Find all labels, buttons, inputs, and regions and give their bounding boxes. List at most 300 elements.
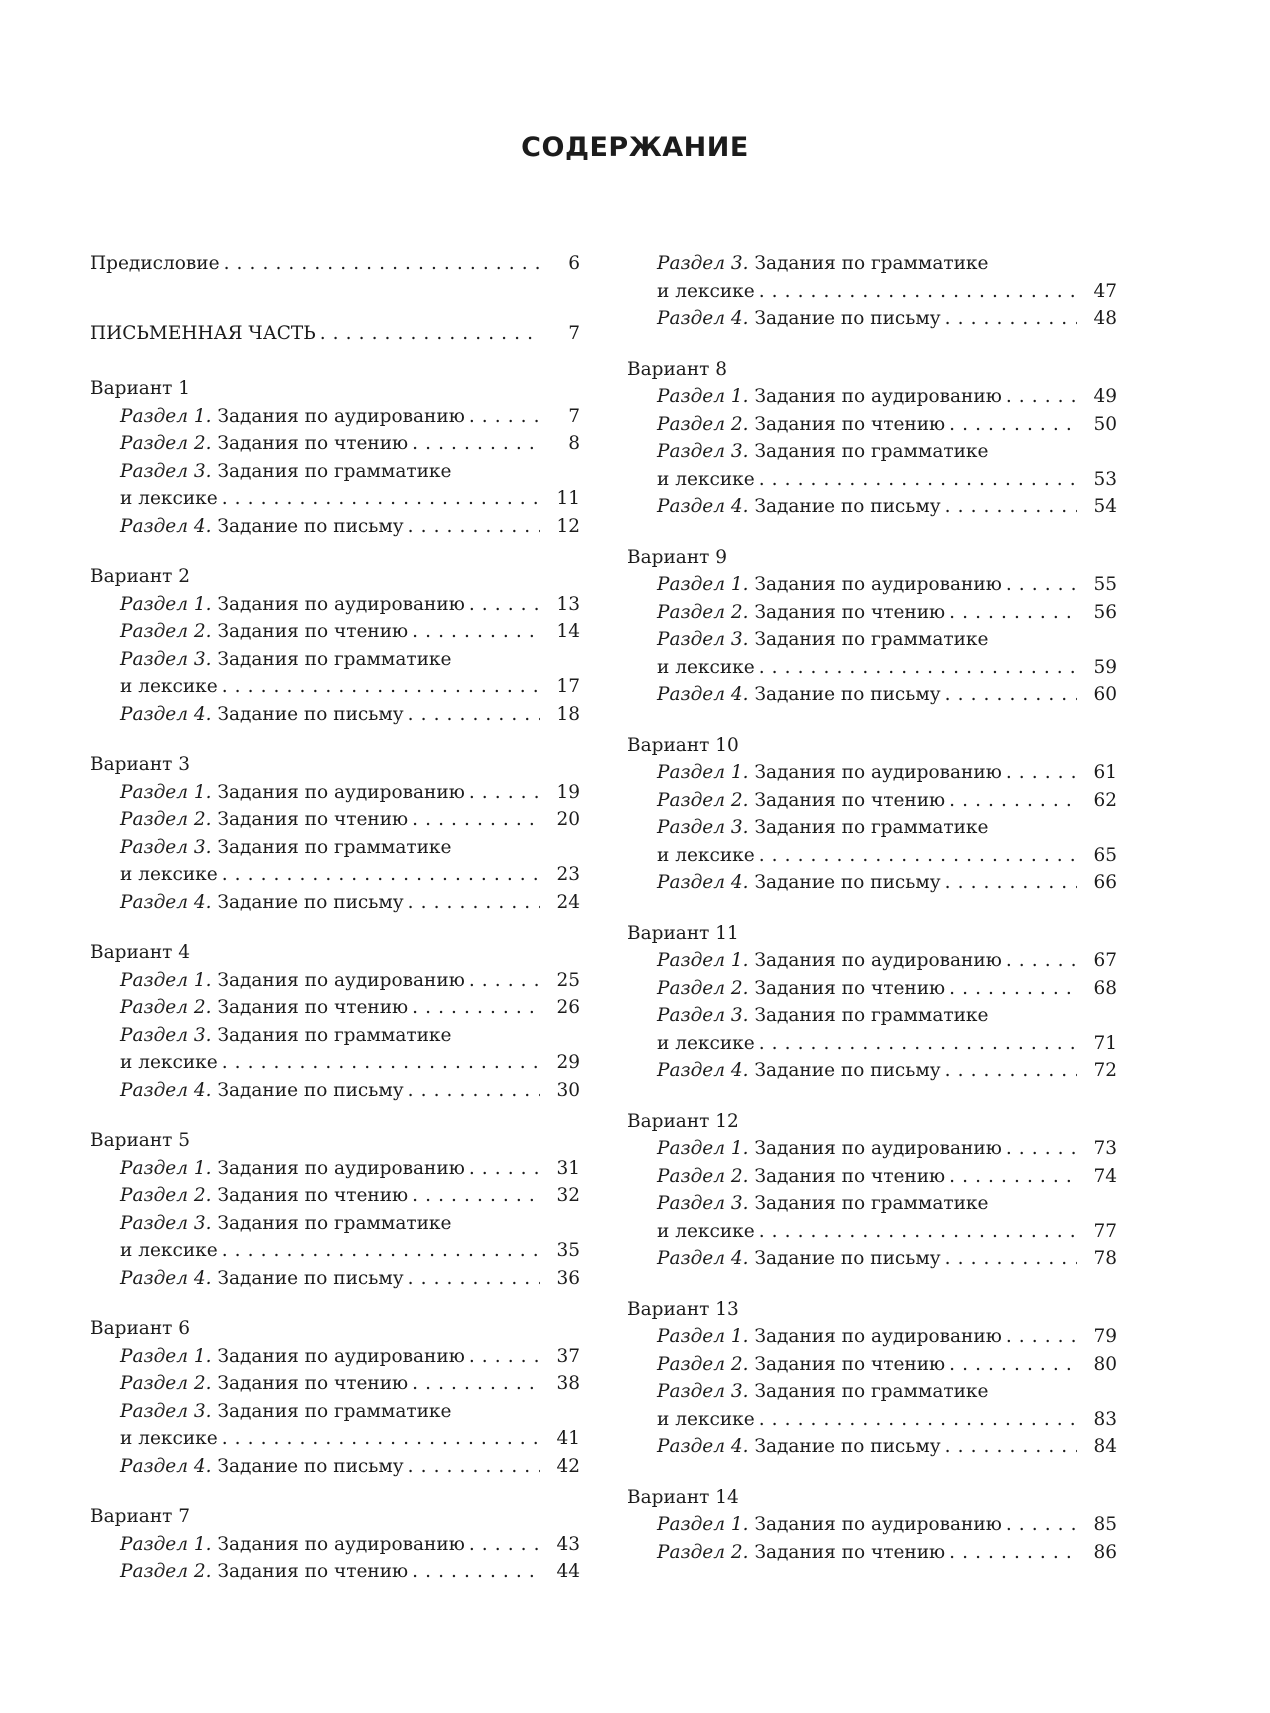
section-word: Раздел 1. (120, 593, 212, 615)
toc-page-number: 54 (1093, 496, 1117, 517)
toc-entry-section-1[interactable] (627, 1511, 1117, 1539)
toc-entry-section-1[interactable] (90, 779, 580, 807)
toc-entry-section-3[interactable] (627, 1030, 1117, 1058)
page-title: СОДЕРЖАНИЕ (521, 132, 749, 163)
toc-entry-label: Раздел 2. Задания по чтению (657, 789, 946, 811)
toc-entry-section-4[interactable] (627, 1433, 1117, 1461)
toc-entry-label: Раздел 1. Задания по аудированию (120, 1533, 465, 1555)
toc-entry-label: Раздел 4. Задание по письму (657, 496, 941, 517)
toc-entry-written-part[interactable] (90, 320, 580, 348)
toc-entry-section-1[interactable] (90, 967, 580, 995)
toc-page-number: 53 (1093, 468, 1117, 490)
toc-page-number: 7 (568, 322, 580, 344)
toc-entry-section-2[interactable] (90, 1370, 580, 1398)
toc-entry-section-4[interactable] (627, 1057, 1117, 1085)
toc-page-number: 86 (1093, 1541, 1117, 1563)
toc-entry-section-2[interactable] (90, 806, 580, 834)
section-word: Раздел 3. (120, 1024, 212, 1046)
toc-page-number: 31 (556, 1157, 580, 1179)
toc-entry-section-1[interactable] (90, 1343, 580, 1371)
dot-leader (412, 806, 540, 834)
section-word: Раздел 3. (120, 1400, 212, 1422)
section-word: Раздел 1. (657, 762, 749, 783)
toc-column-left (90, 250, 580, 1586)
toc-page-number: 79 (1093, 1326, 1117, 1347)
toc-entry-label: Раздел 2. Задания по чтению (120, 1561, 409, 1582)
dot-leader (408, 1265, 540, 1293)
toc-entry-label: и лексике (657, 1032, 755, 1054)
toc-column-right (627, 250, 1117, 1566)
section-word: Раздел 3. (657, 817, 749, 838)
section-word: Раздел 4. (120, 703, 212, 725)
toc-entry-label: Раздел 2. Задания по чтению (657, 601, 946, 623)
toc-page-number: 23 (556, 864, 580, 885)
toc-entry-section-4[interactable] (90, 701, 580, 729)
dot-leader (1006, 1511, 1077, 1539)
section-word: Раздел 1. (657, 1514, 749, 1535)
dot-leader (469, 967, 540, 995)
toc-entry-section-1[interactable] (627, 1135, 1117, 1163)
toc-variant-9 (627, 521, 1117, 709)
toc-entry-label: Раздел 4. Задание по письму (120, 1079, 404, 1101)
dot-leader (408, 1077, 540, 1105)
toc-variant-heading[interactable]: Вариант 1 (90, 378, 191, 399)
toc-entry-section-1[interactable] (90, 591, 580, 619)
dot-leader (1006, 1135, 1077, 1163)
toc-entry-section-4[interactable] (90, 1265, 580, 1293)
section-word: Раздел 3. (657, 1005, 749, 1026)
toc-page-number: 78 (1093, 1248, 1117, 1269)
dot-leader (408, 513, 540, 541)
toc-entry-section-4[interactable] (90, 1453, 580, 1481)
toc-page-number: 84 (1093, 1436, 1117, 1457)
toc-page-number: 48 (1093, 308, 1117, 329)
toc-entry-section-3[interactable] (90, 1237, 580, 1265)
toc-entry-label: Раздел 2. Задания по чтению (657, 977, 946, 999)
toc-entry-section-3-line1[interactable]: Раздел 3. Задания по грамматике (120, 836, 452, 858)
toc-entry-section-3-line1[interactable]: Раздел 3. Задания по грамматике (120, 648, 452, 670)
toc-variant-heading[interactable]: Вариант 10 (627, 734, 739, 756)
section-word: Раздел 1. (120, 1345, 212, 1367)
toc-entry-label: Раздел 4. Задание по письму (657, 1436, 941, 1457)
toc-entry-label: Раздел 4. Задание по письму (120, 891, 404, 913)
dot-leader (759, 278, 1077, 306)
toc-entry-label: Раздел 4. Задание по письму (657, 1060, 941, 1081)
toc-entry-section-3-line1[interactable]: Раздел 3. Задания по грамматике (657, 1193, 989, 1214)
dot-leader (469, 779, 540, 807)
dot-leader (949, 411, 1077, 439)
toc-entry-section-2[interactable] (627, 1539, 1117, 1567)
toc-variant-1 (90, 347, 580, 540)
toc-entry-label: и лексике (657, 1220, 755, 1242)
toc-entry-label: и лексике (120, 864, 218, 885)
toc-page-number: 43 (556, 1533, 580, 1555)
toc-variant-heading[interactable]: Вариант 3 (90, 754, 191, 775)
dot-leader (222, 673, 540, 701)
toc-entry-label: и лексике (657, 280, 755, 302)
spacer (90, 347, 580, 375)
toc-entry-section-3[interactable] (627, 842, 1117, 870)
toc-variant-heading[interactable]: Вариант 13 (627, 1298, 739, 1320)
section-word: Раздел 4. (657, 872, 749, 893)
spacer (90, 1104, 580, 1127)
dot-leader (759, 842, 1077, 870)
toc-entry-section-3[interactable] (627, 1406, 1117, 1434)
toc-page-number: 38 (556, 1373, 580, 1394)
dot-leader (945, 1057, 1077, 1085)
toc-page-number: 71 (1093, 1032, 1117, 1054)
dot-leader (469, 1155, 540, 1183)
toc-entry-section-1[interactable] (90, 1531, 580, 1559)
dot-leader (320, 320, 540, 348)
dot-leader (949, 599, 1077, 627)
toc-entry-section-2[interactable] (90, 994, 580, 1022)
toc-page-number: 19 (556, 781, 580, 803)
dot-leader (408, 701, 540, 729)
toc-entry-section-3-line1[interactable]: Раздел 3. Задания по грамматике (657, 1005, 989, 1026)
section-word: Раздел 3. (120, 1212, 212, 1234)
section-word: Раздел 4. (657, 496, 749, 517)
section-word: Раздел 2. (657, 413, 749, 435)
toc-entry-section-1[interactable] (90, 1155, 580, 1183)
toc-variant-7-continued (627, 250, 1117, 333)
section-word: Раздел 2. (657, 1541, 749, 1563)
toc-variant-2 (90, 540, 580, 728)
toc-entry-label: Раздел 2. Задания по чтению (120, 621, 409, 642)
toc-entry-section-3[interactable] (90, 1425, 580, 1453)
toc-variant-heading[interactable]: Вариант 8 (627, 358, 728, 380)
toc-entry-label: Раздел 1. Задания по аудированию (657, 1326, 1002, 1347)
toc-page-number: 72 (1093, 1060, 1117, 1081)
toc-entry-section-2[interactable] (627, 411, 1117, 439)
toc-page-number: 83 (1093, 1408, 1117, 1430)
dot-leader (945, 305, 1077, 333)
toc-entry-section-3[interactable] (90, 485, 580, 513)
toc-page-number: 41 (556, 1428, 580, 1449)
toc-entry-section-4[interactable] (627, 493, 1117, 521)
toc-entry-section-3[interactable] (90, 673, 580, 701)
section-word: Раздел 3. (120, 836, 212, 858)
toc-page-number: 67 (1093, 950, 1117, 971)
dot-leader (759, 654, 1077, 682)
dot-leader (1006, 571, 1077, 599)
section-word: Раздел 2. (657, 789, 749, 811)
dot-leader (222, 861, 540, 889)
toc-variant-heading[interactable]: Вариант 7 (90, 1506, 191, 1527)
toc-page-number: 61 (1093, 762, 1117, 783)
toc-page-number: 17 (556, 676, 580, 697)
toc-entry-label: Раздел 2. Задания по чтению (120, 433, 409, 454)
toc-entry-section-4[interactable] (90, 1077, 580, 1105)
toc-entry-label: Раздел 2. Задания по чтению (120, 1373, 409, 1394)
toc-entry-label: Раздел 1. Задания по аудированию (120, 405, 465, 427)
toc-page-number: 56 (1093, 601, 1117, 623)
dot-leader (949, 1163, 1077, 1191)
spacer (627, 1461, 1117, 1484)
toc-entry-section-1[interactable] (627, 1323, 1117, 1351)
toc-entry-label: и лексике (657, 656, 755, 678)
toc-variant-5 (90, 1104, 580, 1292)
toc-page-number: 6 (568, 253, 580, 274)
toc-page-number: 68 (1093, 977, 1117, 999)
dot-leader (759, 1406, 1077, 1434)
dot-leader (1006, 759, 1077, 787)
toc-variant-heading[interactable]: Вариант 4 (90, 942, 191, 963)
toc-entry-label: Раздел 1. Задания по аудированию (657, 574, 1002, 595)
section-word: Раздел 3. (657, 441, 749, 462)
dot-leader (1006, 947, 1077, 975)
toc-entry-section-3[interactable] (90, 861, 580, 889)
toc-variant-11 (627, 897, 1117, 1085)
spacer (90, 728, 580, 751)
toc-page-number: 73 (1093, 1138, 1117, 1159)
spacer (627, 1273, 1117, 1296)
spacer (90, 1480, 580, 1503)
toc-variant-heading[interactable]: Вариант 11 (627, 922, 739, 944)
section-word: Раздел 2. (120, 809, 212, 830)
dot-leader (412, 430, 540, 458)
toc-entry-label: Раздел 2. Задания по чтению (120, 1185, 409, 1206)
toc-entry-section-3[interactable] (627, 1218, 1117, 1246)
section-word: Раздел 4. (657, 1436, 749, 1457)
section-word: Раздел 1. (120, 405, 212, 427)
toc-entry-label: Раздел 1. Задания по аудированию (657, 386, 1002, 407)
toc-entry-section-3-line1[interactable]: Раздел 3. Задания по грамматике (657, 441, 989, 462)
toc-entry-section-2[interactable] (90, 1558, 580, 1586)
dot-leader (759, 1218, 1077, 1246)
section-word: Раздел 4. (120, 1455, 212, 1477)
toc-page-number: 24 (556, 891, 580, 913)
toc-entry-label: и лексике (120, 676, 218, 697)
toc-variant-7 (90, 1480, 580, 1586)
dot-leader (222, 485, 540, 513)
toc-entry-section-4[interactable] (627, 1245, 1117, 1273)
toc-variant-10 (627, 709, 1117, 897)
section-word: Раздел 3. (120, 648, 212, 670)
toc-page-number: 85 (1093, 1514, 1117, 1535)
toc-entry-section-2[interactable] (627, 787, 1117, 815)
dot-leader (222, 1237, 540, 1265)
section-word: Раздел 4. (657, 308, 749, 329)
toc-entry-label: Раздел 1. Задания по аудированию (657, 1514, 1002, 1535)
spacer (627, 709, 1117, 732)
toc-page-number: 62 (1093, 789, 1117, 811)
toc-entry-section-3-line1[interactable]: Раздел 3. Задания по грамматике (120, 1024, 452, 1046)
toc-entry-section-2[interactable] (627, 975, 1117, 1003)
toc-entry-label: Раздел 1. Задания по аудированию (120, 1157, 465, 1179)
section-word: Раздел 2. (657, 1165, 749, 1187)
toc-entry-section-1[interactable] (627, 947, 1117, 975)
toc-entry-section-4[interactable] (627, 305, 1117, 333)
toc-variant-heading[interactable]: Вариант 5 (90, 1130, 191, 1151)
toc-entry-label: и лексике (657, 1408, 755, 1430)
dot-leader (408, 1453, 540, 1481)
toc-page-number: 74 (1093, 1165, 1117, 1187)
dot-leader (949, 1351, 1077, 1379)
toc-entry-section-1[interactable] (627, 383, 1117, 411)
toc-page-number: 80 (1093, 1353, 1117, 1375)
toc-entry-label: Раздел 4. Задание по письму (120, 703, 404, 725)
toc-entry-section-3-line1[interactable]: Раздел 3. Задания по грамматике (657, 817, 989, 838)
toc-entry-label: Раздел 4. Задание по письму (657, 1248, 941, 1269)
toc-page-number: 8 (568, 433, 580, 454)
toc-entry-label: и лексике (657, 468, 755, 490)
dot-leader (469, 591, 540, 619)
toc-variant-heading[interactable]: Вариант 14 (627, 1486, 739, 1508)
toc-entry-label: и лексике (120, 1428, 218, 1449)
section-word: Раздел 4. (657, 1248, 749, 1269)
toc-entry-section-2[interactable] (627, 599, 1117, 627)
spacer (90, 1292, 580, 1315)
toc-entry-section-3[interactable] (90, 1049, 580, 1077)
toc-variant-8 (627, 333, 1117, 521)
toc-entry-label: Раздел 2. Задания по чтению (657, 1541, 946, 1563)
toc-entry-label: Раздел 1. Задания по аудированию (120, 969, 465, 991)
dot-leader (945, 1245, 1077, 1273)
toc-entry-label: Раздел 2. Задания по чтению (120, 997, 409, 1018)
dot-leader (945, 493, 1077, 521)
toc-entry-label: Раздел 2. Задания по чтению (657, 413, 946, 435)
toc-entry-section-2[interactable] (90, 430, 580, 458)
toc-page-number: 65 (1093, 844, 1117, 866)
dot-leader (224, 250, 540, 278)
dot-leader (945, 869, 1077, 897)
toc-entry-section-2[interactable] (90, 618, 580, 646)
toc-entry-section-4[interactable] (627, 681, 1117, 709)
section-word: Раздел 3. (657, 629, 749, 650)
section-word: Раздел 1. (120, 969, 212, 991)
toc-entry-label: Раздел 2. Задания по чтению (120, 809, 409, 830)
toc-page-number: 44 (556, 1561, 580, 1582)
toc-entry-section-3[interactable] (627, 466, 1117, 494)
section-word: Раздел 2. (657, 1353, 749, 1375)
dot-leader (949, 1539, 1077, 1567)
dot-leader (412, 1182, 540, 1210)
toc-variant-heading[interactable]: Вариант 6 (90, 1318, 191, 1339)
section-word: Раздел 1. (120, 1157, 212, 1179)
dot-leader (949, 975, 1077, 1003)
spacer (627, 1085, 1117, 1108)
toc-page-number: 35 (556, 1240, 580, 1261)
toc-entry-section-3[interactable] (627, 278, 1117, 306)
dot-leader (949, 787, 1077, 815)
spacer (627, 333, 1117, 356)
dot-leader (759, 1030, 1077, 1058)
toc-entry-section-4[interactable] (627, 869, 1117, 897)
toc-entry-label: Раздел 4. Задание по письму (120, 1455, 404, 1477)
toc-entry-label: Раздел 4. Задание по письму (657, 684, 941, 705)
toc-entry-preface[interactable] (90, 250, 580, 278)
section-word: Раздел 3. (657, 253, 749, 274)
toc-entry-label: и лексике (120, 488, 218, 509)
toc-entry-section-1[interactable] (627, 571, 1117, 599)
toc-entry-section-3-line1[interactable]: Раздел 3. Задания по грамматике (657, 1381, 989, 1402)
section-word: Раздел 3. (657, 1381, 749, 1402)
dot-leader (412, 994, 540, 1022)
dot-leader (759, 466, 1077, 494)
section-word: Раздел 1. (657, 1326, 749, 1347)
toc-variant-14 (627, 1461, 1117, 1567)
dot-leader (469, 1343, 540, 1371)
toc-entry-section-3-line1[interactable]: Раздел 3. Задания по грамматике (657, 253, 989, 274)
toc-page-number: 77 (1093, 1220, 1117, 1242)
toc-entry-section-4[interactable] (90, 513, 580, 541)
toc-page-number: 50 (1093, 413, 1117, 435)
toc-entry-section-2[interactable] (627, 1351, 1117, 1379)
toc-entry-label: Раздел 4. Задание по письму (657, 872, 941, 893)
toc-entry-section-2[interactable] (90, 1182, 580, 1210)
toc-page-number: 11 (556, 488, 580, 509)
toc-variant-3 (90, 728, 580, 916)
section-word: Раздел 4. (120, 1267, 212, 1289)
dot-leader (945, 1433, 1077, 1461)
dot-leader (412, 618, 540, 646)
dot-leader (945, 681, 1077, 709)
toc-entry-section-1[interactable] (90, 403, 580, 431)
section-word: Раздел 1. (120, 1533, 212, 1555)
toc-page-number: 13 (556, 593, 580, 615)
toc-page-number: 7 (568, 405, 580, 427)
toc-variant-heading[interactable]: Вариант 2 (90, 566, 191, 587)
toc-entry-section-3[interactable] (627, 654, 1117, 682)
dot-leader (222, 1425, 540, 1453)
toc-page-number: 36 (556, 1267, 580, 1289)
toc-page-number: 47 (1093, 280, 1117, 302)
toc-variant-13 (627, 1273, 1117, 1461)
section-word: Раздел 4. (120, 1079, 212, 1101)
toc-page-number: 18 (556, 703, 580, 725)
section-word: Раздел 1. (657, 950, 749, 971)
toc-variant-4 (90, 916, 580, 1104)
toc-page-number: 59 (1093, 656, 1117, 678)
toc-page-number: 30 (556, 1079, 580, 1101)
toc-entry-label: Предисловие (90, 253, 220, 274)
toc-variant-12 (627, 1085, 1117, 1273)
toc-entry-section-3-line1[interactable]: Раздел 3. Задания по грамматике (120, 1212, 452, 1234)
toc-page-number: 20 (556, 809, 580, 830)
toc-entry-label: ПИСЬМЕННАЯ ЧАСТЬ (90, 322, 316, 344)
toc-entry-section-3-line1[interactable]: Раздел 3. Задания по грамматике (120, 1400, 452, 1422)
dot-leader (469, 1531, 540, 1559)
section-word: Раздел 3. (657, 1193, 749, 1214)
toc-entry-label: Раздел 1. Задания по аудированию (657, 950, 1002, 971)
section-word: Раздел 4. (120, 891, 212, 913)
toc-entry-section-3-line1[interactable]: Раздел 3. Задания по грамматике (657, 629, 989, 650)
toc-entry-section-2[interactable] (627, 1163, 1117, 1191)
toc-variant-6 (90, 1292, 580, 1480)
toc-page-number: 42 (556, 1455, 580, 1477)
toc-entry-section-3-line1[interactable]: Раздел 3. Задания по грамматике (120, 460, 452, 482)
dot-leader (412, 1558, 540, 1586)
toc-page-number: 26 (556, 997, 580, 1018)
toc-page-number: 12 (556, 515, 580, 537)
section-word: Раздел 1. (657, 1138, 749, 1159)
toc-page-number: 49 (1093, 386, 1117, 407)
toc-entry-label: Раздел 4. Задание по письму (120, 1267, 404, 1289)
toc-entry-label: Раздел 1. Задания по аудированию (657, 762, 1002, 783)
section-word: Раздел 2. (120, 433, 212, 454)
toc-entry-section-4[interactable] (90, 889, 580, 917)
section-word: Раздел 4. (120, 515, 212, 537)
toc-entry-section-1[interactable] (627, 759, 1117, 787)
toc-variant-heading[interactable]: Вариант 9 (627, 546, 728, 568)
toc-entry-label: Раздел 1. Задания по аудированию (120, 1345, 465, 1367)
section-word: Раздел 4. (657, 1060, 749, 1081)
toc-variant-heading[interactable]: Вариант 12 (627, 1110, 739, 1132)
toc-page-number: 14 (556, 621, 580, 642)
section-word: Раздел 3. (120, 460, 212, 482)
section-word: Раздел 2. (657, 977, 749, 999)
